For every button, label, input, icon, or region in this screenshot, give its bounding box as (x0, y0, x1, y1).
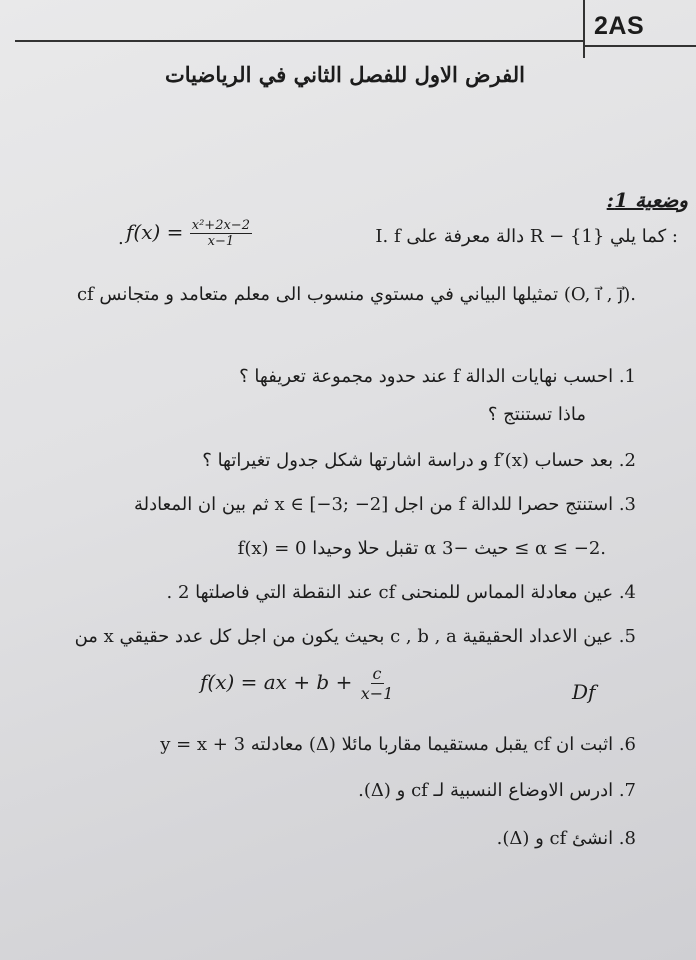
question-1: 1. احسب نهايات الدالة f عند حدود مجموعة تعريفها ؟ (239, 366, 636, 387)
function-fraction (190, 218, 252, 249)
section-title: وضعية 1: (606, 188, 688, 212)
q5-numerator: c (372, 664, 382, 683)
q5-formula-lhs: f(x) = ax + b + (200, 670, 353, 694)
header-rule-right (585, 45, 696, 47)
class-label: 2AS (594, 12, 645, 40)
question-8: 8. انشئ cf و (Δ). (496, 828, 636, 849)
function-lhs: f(x) = (126, 220, 184, 244)
q5-denominator: x−1 (360, 684, 394, 703)
part-i-line1 (118, 218, 678, 258)
question-5: 5. عين الاعداد الحقيقية c , b , a بحيث يكون من اجل كل عدد حقيقي x من (74, 626, 636, 647)
q5-fraction (359, 664, 396, 703)
q5-formula (200, 664, 395, 703)
question-4: 4. عين معادلة المماس للمنحنى cf عند النقطة التي فاصلتها 2 . (166, 582, 636, 603)
question-3: 3. استنتج حصرا للدالة f من اجل x ∈ [−3; −2] ثم بين ان المعادلة (134, 494, 636, 515)
part-i-line2: cf تمثيلها البياني في مستوي منسوب الى معلم متعامد و متجانس (O, i⃗ , j⃗). (76, 284, 636, 305)
header-divider (583, 0, 585, 58)
fraction-denominator: x−1 (207, 234, 235, 249)
line1-end: . (118, 228, 124, 249)
part-i-line1-text: I. f دالة معرفة على R − {1} كما يلي : (375, 226, 678, 247)
question-6: 6. اثبت ان cf يقبل مستقيما مقاربا مائلا (Δ) معادلته y = x + 3 (160, 734, 636, 755)
question-7: 7. ادرس الاوضاع النسبية لـ cf و (Δ). (358, 780, 636, 801)
question-2: 2. بعد حساب f′(x) و دراسة اشارتها شكل جدول تغيراتها ؟ (202, 450, 636, 471)
q5-domain: Df (572, 680, 596, 704)
exam-title: الفرض الاول للفصل الثاني في الرياضيات (165, 62, 525, 87)
question-3-continued: f(x) = 0 تقبل حلا وحيدا α حيث −3 ≤ α ≤ −2. (237, 538, 606, 559)
function-definition (126, 218, 252, 249)
question-1-followup: ماذا تستنتج ؟ (487, 404, 586, 425)
fraction-numerator: x²+2x−2 (191, 218, 250, 233)
header-rule (15, 40, 585, 42)
